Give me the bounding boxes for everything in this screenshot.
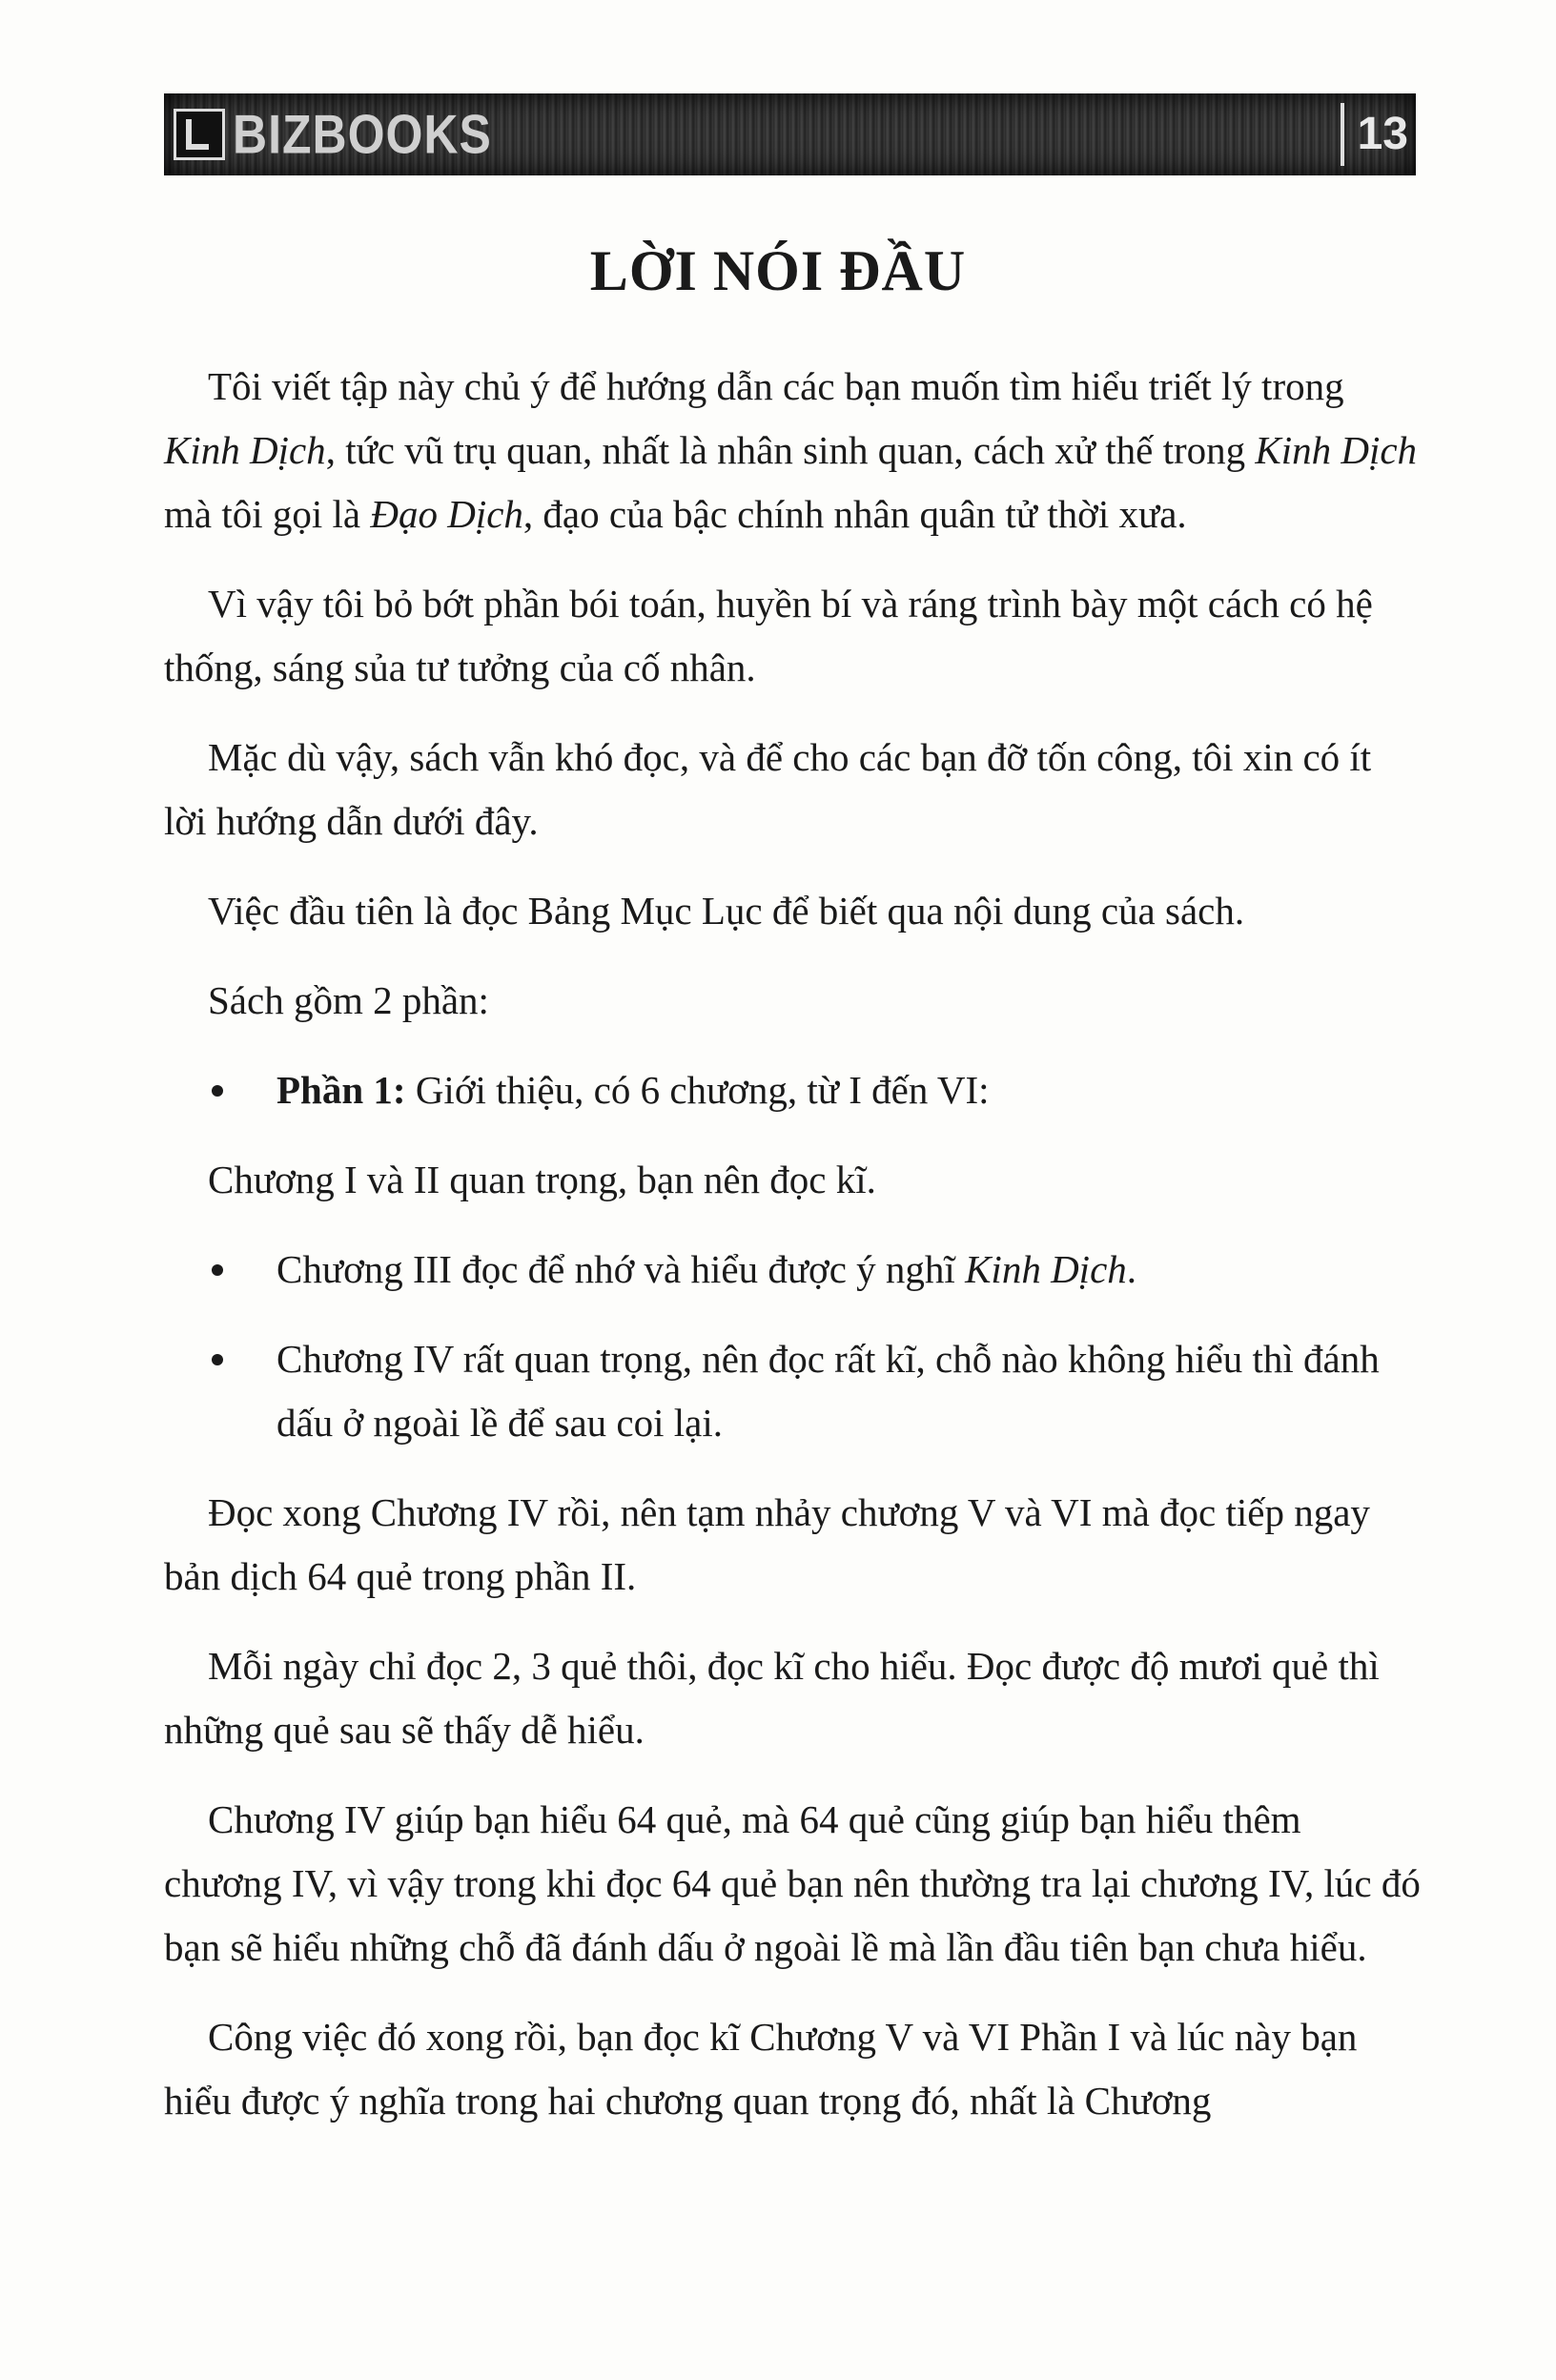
paragraph-2: Vì vậy tôi bỏ bớt phần bói toán, huyền bí và ráng trình bày một cách có hệ thống, sáng sủa tư tưởng của cố nhân. <box>164 582 1373 689</box>
body-text <box>164 355 1423 2159</box>
text-span: Giới thiệu, có 6 chương, từ I đến VI: <box>405 1068 990 1112</box>
paragraph-10: Công việc đó xong rồi, bạn đọc kĩ Chương V và VI Phần I và lúc này bạn hiểu được ý nghĩa trong hai chương quan trọng đó, nhất là Chương <box>164 2015 1358 2123</box>
text-span: , tức vũ trụ quan, nhất là nhân sinh quan, cách xử thế trong <box>325 428 1256 472</box>
italic-term: Kinh Dịch <box>965 1247 1127 1291</box>
paragraph-9: Chương IV giúp bạn hiểu 64 quẻ, mà 64 quẻ cũng giúp bạn hiểu thêm chương IV, vì vậy trong khi đọc 64 quẻ bạn nên thường tra lại chương IV, lúc đó bạn sẽ hiểu những chỗ đã đánh dấu ở ngoài lề mà lần đầu tiên bạn chưa hiểu. <box>164 1797 1421 1969</box>
paragraph-6: Chương I và II quan trọng, bạn nên đọc kĩ. <box>208 1158 876 1201</box>
page-title: LỜI NÓI ĐẦU <box>589 239 967 302</box>
bullet-item-1 <box>164 1058 1423 1122</box>
bullet-bold-label: Phần 1: <box>276 1068 406 1112</box>
italic-term: Kinh Dịch <box>164 428 326 472</box>
brand-logo <box>174 101 492 168</box>
paragraph-3: Mặc dù vậy, sách vẫn khó đọc, và để cho các bạn đỡ tốn công, tôi xin có ít lời hướng dẫn dưới đây. <box>164 735 1372 843</box>
paragraph-1 <box>164 355 1423 546</box>
page-header-band <box>164 93 1416 175</box>
bullet-icon <box>212 1085 223 1097</box>
bizbooks-logo-icon <box>174 109 225 160</box>
paragraph-4: Việc đầu tiên là đọc Bảng Mục Lục để biết qua nội dung của sách. <box>208 889 1245 933</box>
bullet-item-2 <box>164 1238 1423 1302</box>
italic-term: Kinh Dịch <box>1255 428 1418 472</box>
italic-term: Đạo Dịch <box>370 492 523 536</box>
text-span: mà tôi gọi là <box>164 492 371 536</box>
text-span: Tôi viết tập này chủ ý để hướng dẫn các bạn muốn tìm hiểu triết lý trong <box>208 364 1344 408</box>
text-span: Chương III đọc để nhớ và hiểu được ý nghĩ <box>276 1247 966 1291</box>
bullet-icon <box>212 1354 223 1365</box>
paragraph-8: Mỗi ngày chỉ đọc 2, 3 quẻ thôi, đọc kĩ cho hiểu. Đọc được độ mươi quẻ thì những quẻ sau sẽ thấy dễ hiểu. <box>164 1644 1380 1752</box>
bullet-icon <box>212 1264 223 1276</box>
bullet-item-3 <box>164 1327 1423 1455</box>
page-number: 13 <box>1341 103 1408 166</box>
text-span: . <box>1126 1247 1137 1291</box>
paragraph-5: Sách gồm 2 phần: <box>208 978 489 1022</box>
text-span: , đạo của bậc chính nhân quân tử thời xưa. <box>522 492 1187 536</box>
brand-name: BIZBOOKS <box>233 103 492 166</box>
text-span: Chương IV rất quan trọng, nên đọc rất kĩ, chỗ nào không hiểu thì đánh dấu ở ngoài lề để sau coi lại. <box>276 1337 1380 1445</box>
paragraph-7: Đọc xong Chương IV rồi, nên tạm nhảy chương V và VI mà đọc tiếp ngay bản dịch 64 quẻ trong phần II. <box>164 1490 1370 1598</box>
